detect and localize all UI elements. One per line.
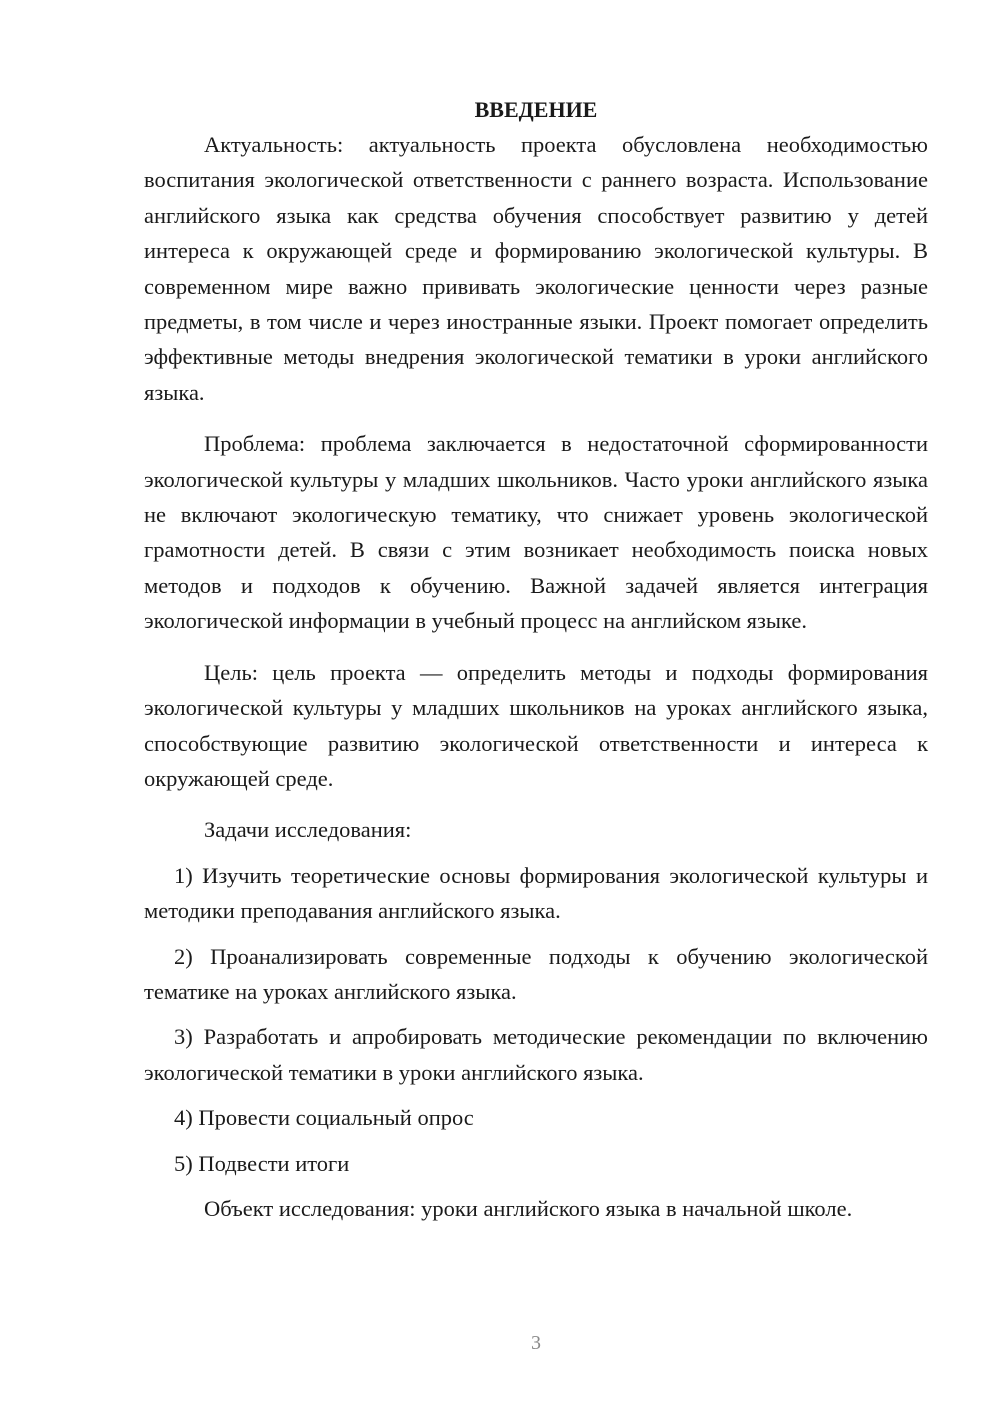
paragraph-problem: Проблема: проблема заключается в недостаточной сформированности экологической культуры у младших школьников. Часто уроки английского языка не включают экологическую тематику, что снижает уровень экологической грамотности детей. В связи с этим возникает необходимость поиска новых методов и подходов к обучению. Важной задачей является интеграция экологической информации в учебный процесс на английском языке. xyxy=(144,431,928,634)
document-page xyxy=(144,92,928,1226)
section-title: ВВЕДЕНИЕ xyxy=(474,97,598,122)
task-item-3: 3) Разработать и апробировать методические рекомендации по включению экологической тематики в уроки английского языка. xyxy=(144,1024,928,1085)
page-number: 3 xyxy=(531,1332,541,1354)
paragraph-relevance: Актуальность: актуальность проекта обусловлена необходимостью воспитания экологической ответственности с раннего возраста. Использование английского языка как средства обучения способствует развитию у детей интереса к окружающей среде и формированию экологической культуры. В современном мире важно прививать экологические ценности через разные предметы, в том числе и через иностранные языки. Проект помогает определить эффективные методы внедрения экологической тематики в уроки английского языка. xyxy=(144,132,928,405)
task-item-1: 1) Изучить теоретические основы формирования экологической культуры и методики преподавания английского языка. xyxy=(144,862,928,924)
paragraph-goal: Цель: цель проекта — определить методы и подходы формирования экологической культуры у младших школьников на уроках английского языка, способствующие развитию экологической ответственности и интереса к окружающей среде. xyxy=(144,659,928,791)
paragraph-object: Объект исследования: уроки английского языка в начальной школе. xyxy=(204,1195,853,1221)
tasks-heading: Задачи исследования: xyxy=(204,817,412,843)
task-item-4: 4) Провести социальный опрос xyxy=(174,1105,474,1131)
task-item-5: 5) Подвести итоги xyxy=(174,1150,350,1176)
task-item-2: 2) Проанализировать современные подходы к обучению экологической тематике на уроках английского языка. xyxy=(144,943,928,1004)
